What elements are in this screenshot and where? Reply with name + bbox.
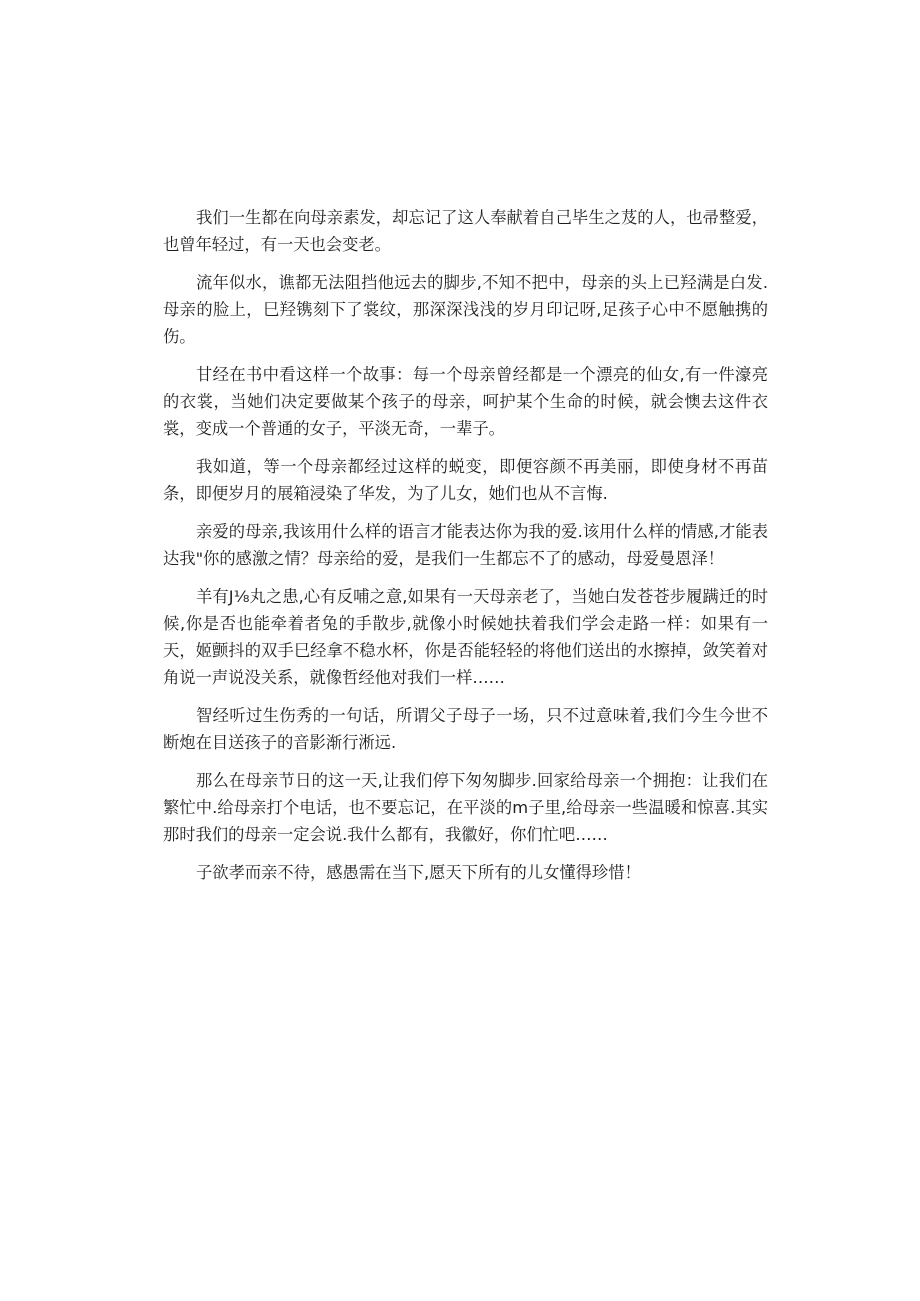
paragraph-5: 亲爱的母亲,我该用什么样的语言才能表达你为我的爱.该用什么样的情感,才能表达我"你的感激之情？母亲给的爱，是我们一生都忘不了的感动，母爱曼恩泽！ [163, 522, 768, 568]
paragraph-7: 智经听过生伤秀的一句话，所谓父子母子一场，只不过意味着,我们今生今世不断炮在目送孩子的音影渐行淅远. [163, 706, 768, 752]
paragraph-4: 我如道，等一个母亲都经过这样的蜕变，即便容颜不再美丽，即使身材不再苗条，即便岁月的展箱浸染了华发，为了儿女，她们也从不言悔. [163, 457, 768, 503]
document-body [163, 204, 768, 897]
paragraph-9: 子欲孝而亲不待，感愚需在当下,愿天下所有的儿女懂得珍惜！ [196, 863, 641, 882]
paragraph-6: 羊有J⅛丸之患,心有反哺之意,如果有一天母亲老了，当她白发苍苍步履蹒迁的时候,你是否也能牵着者兔的手散步,就像小时候她扶着我们学会走路一样：如果有一天，姬颤抖的双手巳经拿不稳水杯，你是否能轻轻的将他们送出的水擦掉，敛笑着对角说一声说没关系，就像哲经他对我们一样…… [163, 587, 768, 687]
paragraph-8: 那么在母亲节日的这一天,让我们停下匆匆脚步.回家给母亲一个拥抱：让我们在繁忙中.给母亲打个电话，也不要忘记，在平淡的m子里,给母亲一些温暖和惊喜.其实那时我们的母亲一定会说.我什么都有，我徽好，你们忙吧…… [163, 771, 768, 844]
paragraph-2: 流年似水，谯都无法阻挡他远去的脚步,不知不把中，母亲的头上已羟满是白发.母亲的脸上，巳羟镌刻下了裳纹，那深深浅浅的岁月印记呀,足孩子心中不愿触携的伤。 [163, 273, 768, 346]
paragraph-3: 甘经在书中看这样一个故事：每一个母亲曾经都是一个漂亮的仙女,有一件濠亮的衣裳，当她们决定要做某个孩子的母亲，呵护某个生命的时候，就会懊去这件衣裳，变成一个普通的女子，平淡无奇，一辈子。 [163, 365, 768, 438]
paragraph-1: 我们一生都在向母亲素发，却忘记了这人奉献着自己毕生之芨的人，也帚整爱，也曾年轻过，有一天也会变老。 [163, 208, 768, 254]
